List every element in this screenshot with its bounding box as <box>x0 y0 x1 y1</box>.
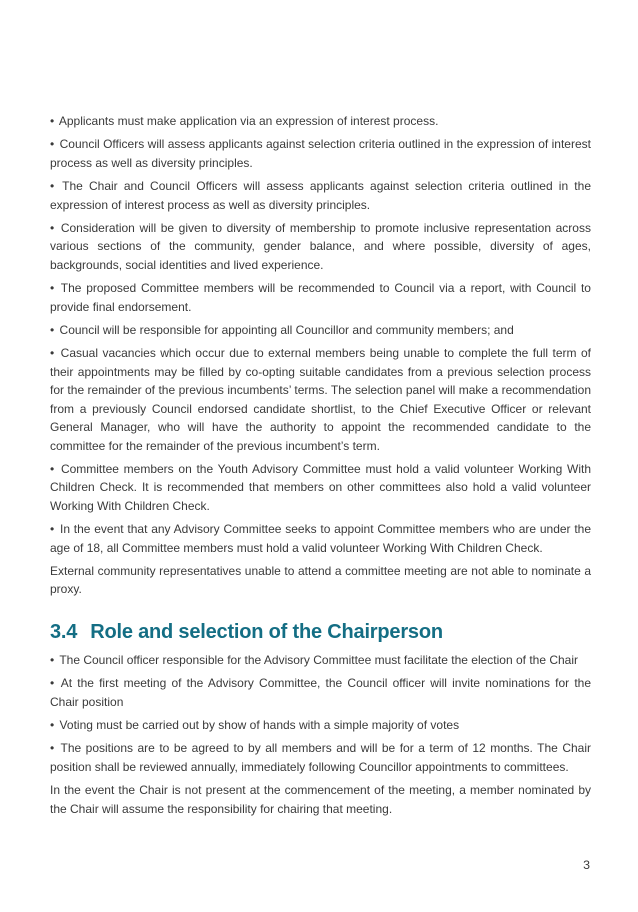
bullet-marker: • <box>50 652 55 667</box>
paragraph <box>50 562 591 599</box>
paragraph-text: In the event the Chair is not present at the commencement of the meeting, a member nominated by the Chair will assume the responsibility for chairing that meeting. <box>50 783 591 816</box>
bullet-marker: • <box>50 221 55 236</box>
paragraph-text: The Chair and Council Officers will assess applicants against selection criteria outlined in the expression of interest process as well as diversity principles. <box>50 179 591 212</box>
bullet-marker: • <box>50 137 55 152</box>
bullet-marker: • <box>50 741 55 756</box>
bullet-marker: • <box>50 522 55 537</box>
paragraph-text: At the first meeting of the Advisory Committee, the Council officer will invite nominations for the Chair position <box>50 676 592 709</box>
bullet-paragraph <box>50 460 591 515</box>
paragraph-text: Consideration will be given to diversity of membership to promote inclusive representation across various sections of the community, gender balance, and where possible, diversity of ages, backgrounds, social identities and lived experience. <box>50 221 591 272</box>
bullet-marker: • <box>50 323 55 338</box>
bullet-marker: • <box>50 114 55 128</box>
paragraph-text: Committee members on the Youth Advisory Committee must hold a valid volunteer Working With Children Check. It is recommended that members on other committees also hold a valid volunteer Working With Children Check. <box>50 461 591 513</box>
bullet-paragraph <box>50 651 591 669</box>
bullet-marker: • <box>50 676 55 691</box>
paragraph-text: In the event that any Advisory Committee seeks to appoint Committee members who are under the age of 18, all Committee members must hold a valid volunteer Working With Children Check. <box>50 522 591 555</box>
bullet-marker: • <box>50 346 55 361</box>
heading-title: Role and selection of the Chairperson <box>90 620 443 643</box>
paragraph-text: The Council officer responsible for the Advisory Committee must facilitate the election of the Chair <box>59 652 579 667</box>
heading-number: 3.4 <box>50 620 78 643</box>
section-heading <box>50 619 591 645</box>
paragraph-text: External community representatives unable to attend a committee meeting are not able to nominate a proxy. <box>50 563 591 597</box>
paragraph-text: Council Officers will assess applicants against selection criteria outlined in the expression of interest process as well as diversity principles. <box>50 137 591 170</box>
bullet-paragraph <box>50 177 591 214</box>
bullet-marker: • <box>50 461 55 476</box>
page-content <box>50 112 591 818</box>
bullet-paragraph <box>50 674 591 711</box>
bullet-paragraph <box>50 135 591 172</box>
paragraph <box>50 781 591 818</box>
paragraph-text: Council will be responsible for appointing all Councillor and community members; and <box>59 323 514 338</box>
bullet-paragraph <box>50 739 591 776</box>
paragraph-text: Applicants must make application via an expression of interest process. <box>58 114 439 128</box>
bullet-paragraph <box>50 716 591 734</box>
page-number: 3 <box>583 858 590 872</box>
section-chairperson-role-selection <box>50 651 591 818</box>
bullet-paragraph <box>50 112 591 130</box>
paragraph-text: The positions are to be agreed to by all members and will be for a term of 12 months. The Chair position shall be reviewed annually, immediately following Councillor appointments to committees. <box>50 741 591 774</box>
bullet-paragraph <box>50 520 591 557</box>
paragraph-text: The proposed Committee members will be recommended to Council via a report, with Council to provide final endorsement. <box>50 281 591 314</box>
page-footer <box>583 856 590 874</box>
paragraph-text: Voting must be carried out by show of hands with a simple majority of votes <box>59 717 460 732</box>
bullet-marker: • <box>50 717 55 732</box>
bullet-paragraph <box>50 279 591 316</box>
bullet-marker: • <box>50 179 55 194</box>
section-membership-appointment <box>50 112 591 599</box>
bullet-marker: • <box>50 281 55 296</box>
bullet-paragraph <box>50 344 591 454</box>
paragraph-text: Casual vacancies which occur due to external members being unable to complete the full term of their appointments may be filled by co-opting suitable candidates from a previous selection process for the remainder of the previous incumbents’ terms. The selection panel will make a recommendation from a previously Council endorsed candidate shortlist, to the Chief Executive Officer or relevant General Manager, who will have the authority to appoint the recommended candidate to the committee for the remainder of the previous incumbent’s term. <box>50 346 591 453</box>
bullet-paragraph <box>50 321 591 339</box>
bullet-paragraph <box>50 219 591 274</box>
